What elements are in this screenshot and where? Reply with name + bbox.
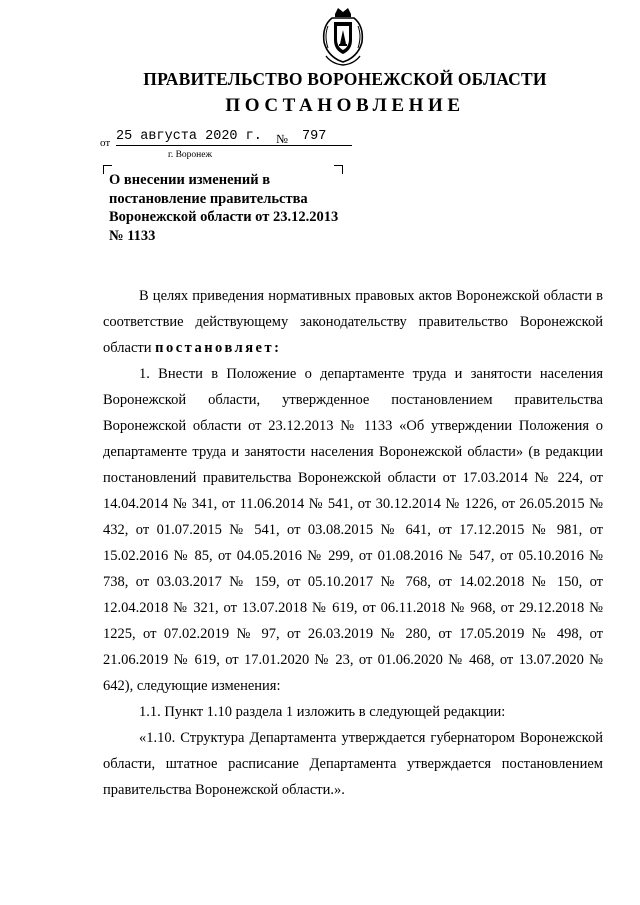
- preamble-paragraph: [103, 283, 603, 361]
- number-label: №: [276, 132, 288, 146]
- document-body: [103, 283, 603, 803]
- government-name-heading: ПРАВИТЕЛЬСТВО ВОРОНЕЖСКОЙ ОБЛАСТИ: [143, 69, 547, 89]
- document-date: 25 августа 2020 г.: [116, 129, 262, 144]
- quoted-text-paragraph: «1.10. Структура Департамента утверждается губернатором Воронежской области, штатное расписание Департамента утверждается постановлением правительства Воронежской области.».: [103, 730, 603, 798]
- item-1-paragraph: 1. Внести в Положение о департаменте труда и занятости населения Воронежской области, утвержденное постановлением правительства Воронежской области от 23.12.2013 № 1133 «Об утверждении Положения о департаменте труда и занятости населения Воронежской области» (в редакции постановлений правительства Воронежской области от 17.03.2014 № 224, от 14.04.2014 № 341, от 11.06.2014 № 541, от 30.12.2014 № 1226, от 26.05.2015 № 432, от 01.07.2015 № 541, от 03.08.2015 № 641, от 17.12.2015 № 981, от 15.02.2016 № 85, от 04.05.2016 № 299, от 01.08.2016 № 547, от 05.10.2016 № 738, от 03.03.2017 № 159, от 05.10.2017 № 768, от 14.02.2018 № 150, от 12.04.2018 № 321, от 13.07.2018 № 619, от 06.11.2018 № 968, от 29.12.2018 № 1225, от 07.02.2019 № 97, от 26.03.2019 № 280, от 17.05.2019 № 498, от 21.06.2019 № 619, от 17.01.2020 № 23, от 01.06.2020 № 468, от 13.07.2020 № 642), следующие изменения:: [103, 366, 603, 694]
- date-underline: [116, 128, 352, 146]
- city-label: г. Воронеж: [168, 150, 213, 160]
- item-1-1-paragraph: 1.1. Пункт 1.10 раздела 1 изложить в следующей редакции:: [139, 704, 506, 720]
- document-number: 797: [302, 129, 327, 144]
- preamble-text: В целях приведения нормативных правовых актов Воронежской области в соответствие действующему законодательству правительство Воронежской области: [103, 288, 603, 356]
- resolves-word: постановляет:: [155, 340, 282, 356]
- document-subject: О внесении изменений в постановление правительства Воронежской области от 23.12.2013 № 1133: [109, 172, 339, 244]
- document-type-heading: ПОСТАНОВЛЕНИЕ: [225, 95, 465, 116]
- dateline: [100, 128, 360, 152]
- coat-of-arms-emblem: [318, 6, 368, 66]
- date-prefix: от: [100, 137, 111, 149]
